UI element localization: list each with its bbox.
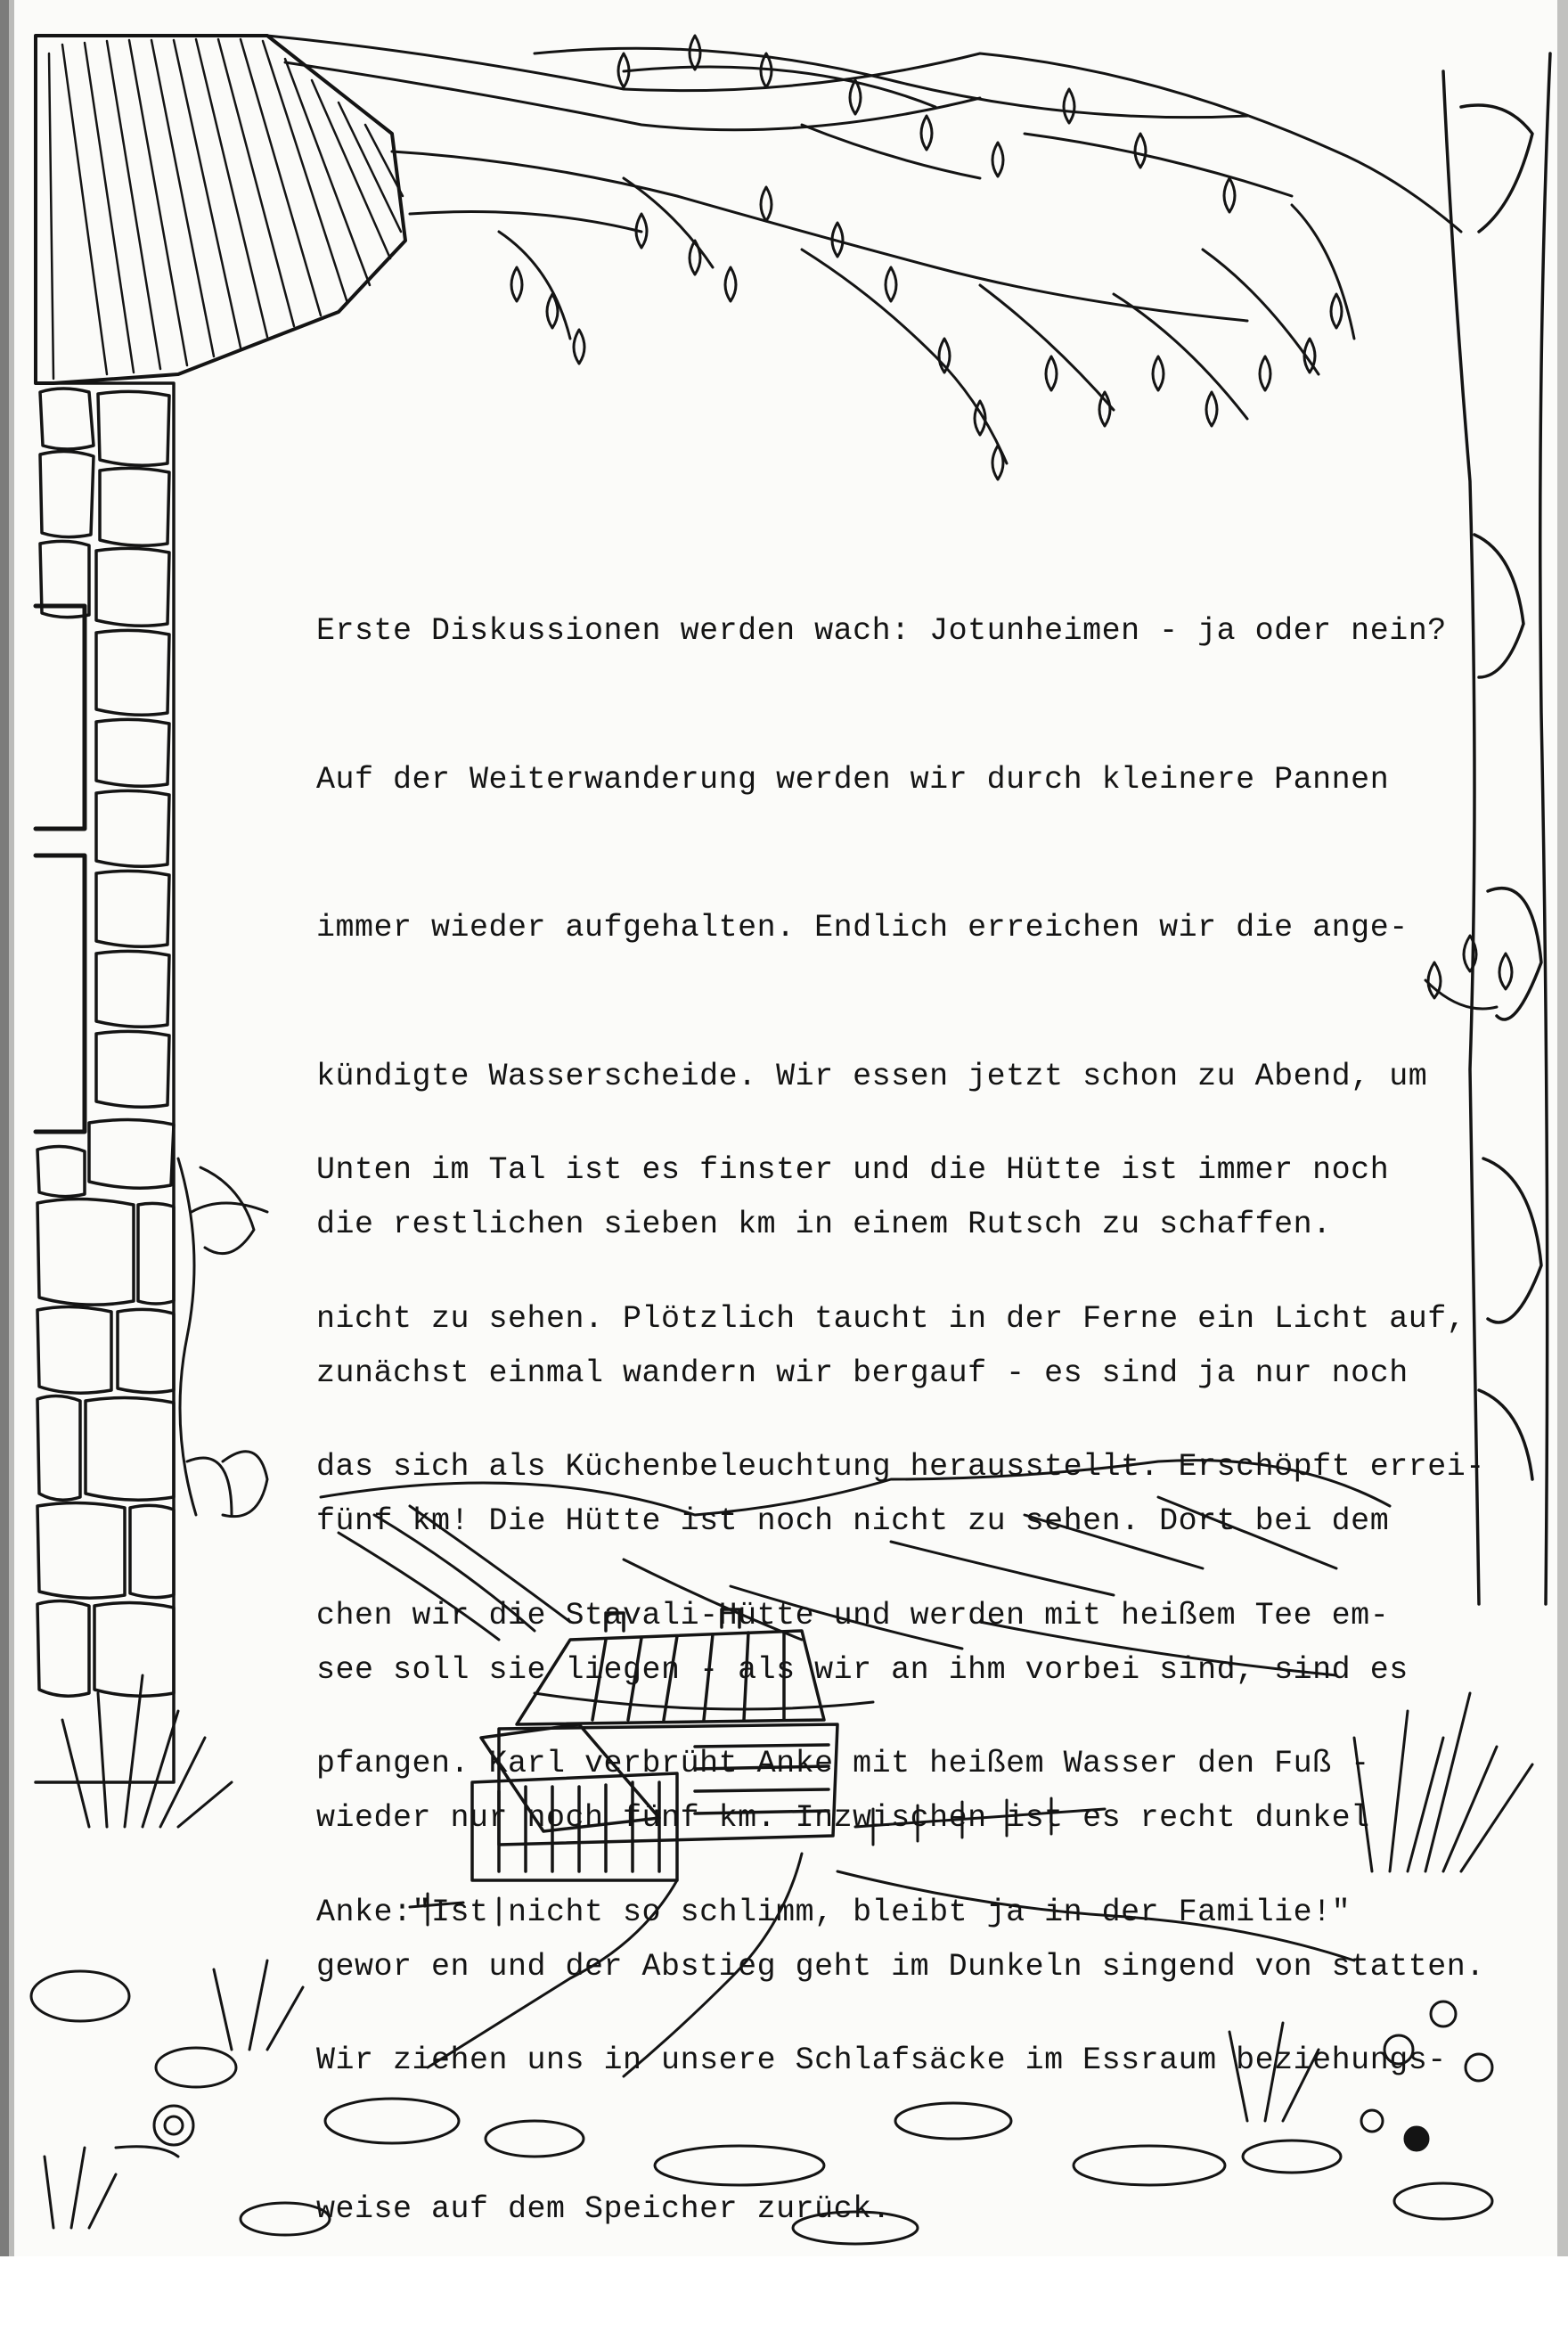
- text-line: die restlichen sieben km in einem Rutsch zu schaffen.: [316, 1207, 1332, 1242]
- text-line: kündigte Wasserscheide. Wir essen jetzt schon zu Abend, um: [316, 1058, 1428, 1094]
- text-line: chen wir die Stavali-Hütte und werden mit heißem Tee em-: [316, 1597, 1390, 1633]
- paragraph-2: [316, 1047, 1485, 2333]
- stone-wall: [36, 383, 174, 1782]
- text-line: Auf der Weiterwanderung werden wir durch kleinere Pannen: [316, 761, 1390, 798]
- text-line: nicht zu sehen. Plötzlich taucht in der Ferne ein Licht auf,: [316, 1300, 1466, 1337]
- text-line: Unten im Tal ist es finster und die Hütte ist immer noch: [316, 1152, 1390, 1188]
- text-line: immer wieder aufgehalten. Endlich erreichen wir die ange-: [316, 910, 1409, 945]
- snail: [116, 2106, 193, 2157]
- text-line: weise auf dem Speicher zurück.: [316, 2190, 892, 2227]
- tree-branch-with-leaves: [267, 36, 1461, 479]
- text-line: Anke:"Ist nicht so schlimm, bleibt ja in der Familie!": [316, 1894, 1352, 1930]
- thatched-roof: [36, 36, 405, 383]
- text-line: Wir ziehen uns in unsere Schlafsäcke im Essraum beziehungs-: [316, 2042, 1447, 2078]
- left-vines: [178, 1158, 267, 1517]
- text-line: wieder nur noch fünf km. Inzwischen ist es recht dunkel: [316, 1800, 1370, 1836]
- text-line: Erste Diskussionen werden wach: Jotunheimen - ja oder nein?: [316, 613, 1447, 649]
- text-line: fünf km! Die Hütte ist noch nicht zu sehen. Dort bei dem: [316, 1503, 1390, 1539]
- text-line: gewor en und der Abstieg geht im Dunkeln singend von statten.: [316, 1948, 1485, 1985]
- text-line: see soll sie liegen - als wir an ihm vorbei sind, sind es: [316, 1651, 1409, 1688]
- text-line: das sich als Küchenbeleuchtung herausstellt. Erschöpft errei-: [316, 1449, 1485, 1485]
- text-line: zunächst einmal wandern wir bergauf - es sind ja nur noch: [316, 1355, 1409, 1391]
- text-line: pfangen. Karl verbrüht Anke mit heißem Wasser den Fuß -: [316, 1746, 1370, 1781]
